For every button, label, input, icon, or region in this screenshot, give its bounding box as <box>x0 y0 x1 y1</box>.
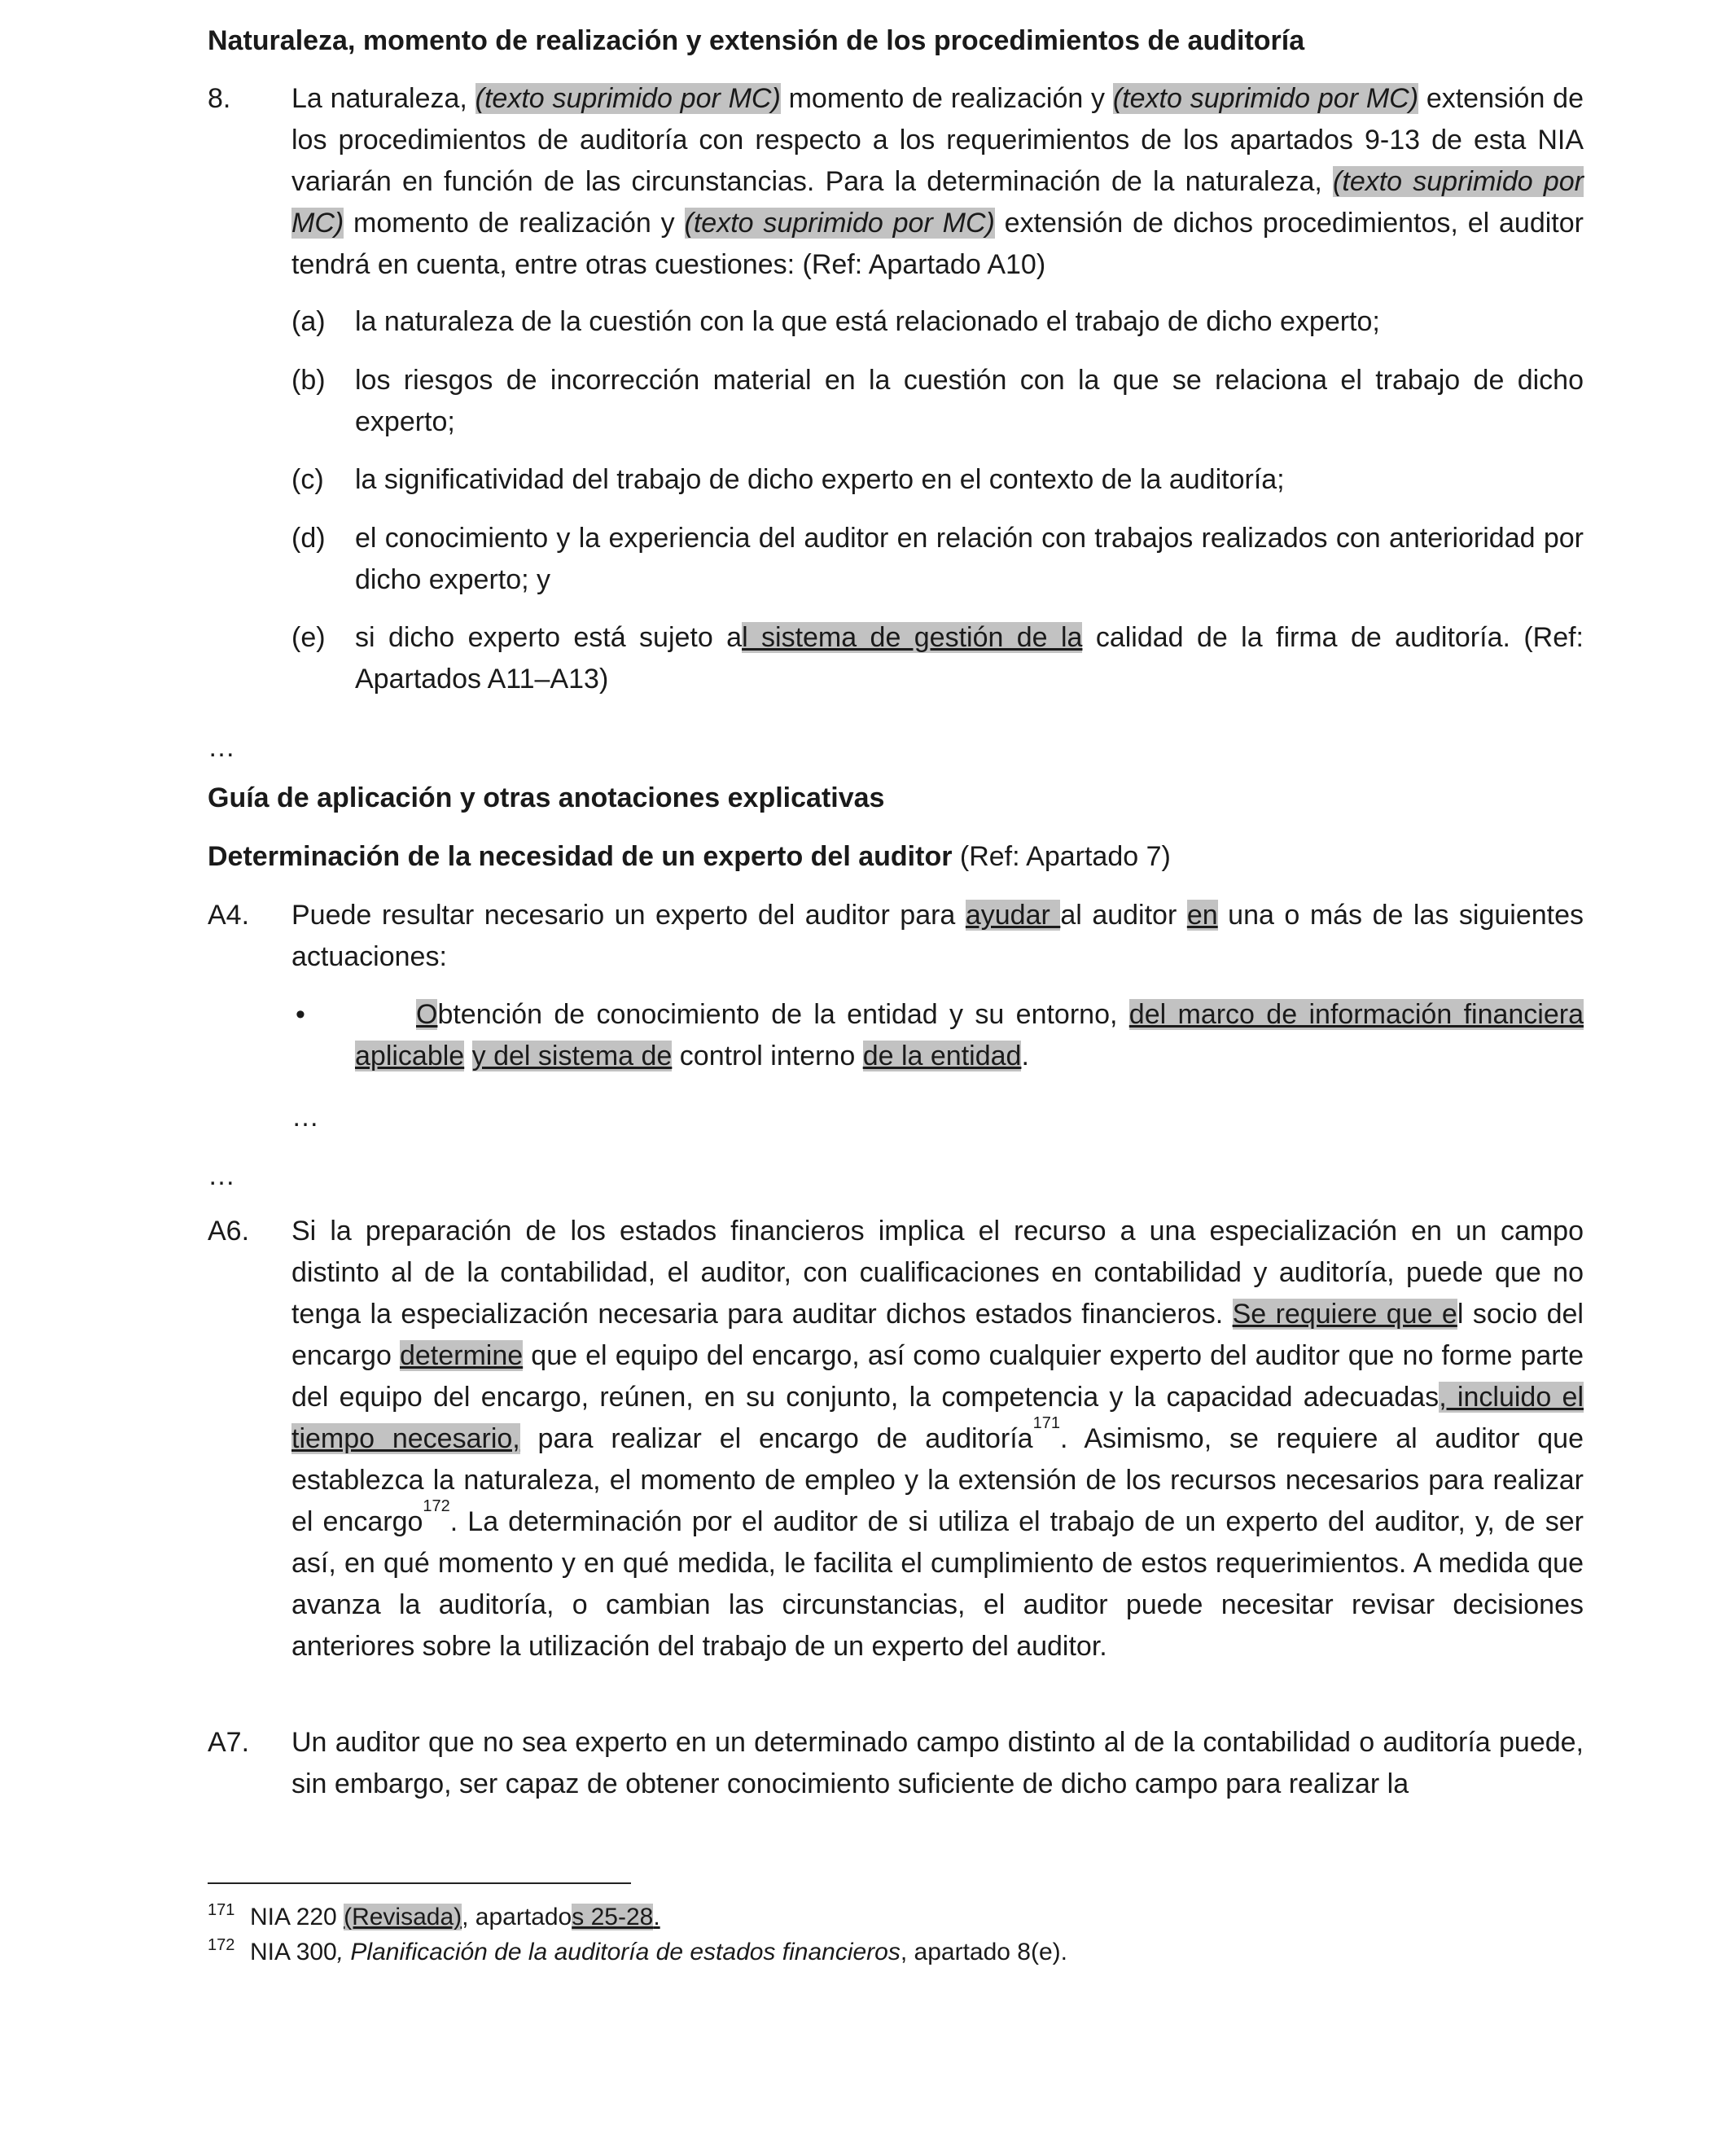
revision-mark: O <box>416 999 438 1030</box>
revision-mark: y del sistema de <box>471 1041 673 1071</box>
revision-mark: determine <box>399 1340 524 1371</box>
paragraph-number: A4. <box>208 900 250 931</box>
revision-mark: , incluido el tiempo necesario, <box>291 1382 1584 1454</box>
suppressed-text-mark: (texto suprimido por MC) <box>1112 83 1419 114</box>
revision-mark: del marco de información financiera aplicable <box>355 999 1584 1071</box>
paragraph-a4: A4. Puede resultar necesario un experto del auditor para ayudar al auditor en una o más de las siguientes actuaciones: <box>208 895 1584 978</box>
paragraph-body: La naturaleza, (texto suprimido por MC) momento de realización y (texto suprimido por MC) extensión de los procedimientos de auditoría con respecto a los requerimientos de los apartados 9-13 de esta NIA variarán en función de las circunstancias. Para la determinación de la naturaleza, (texto suprimido por MC) momento de realización y (texto suprimido por MC) extensión de dichos procedimientos, el auditor tendrá en cuenta, entre otras cuestiones: (Ref: Apartado A10) <box>291 83 1584 280</box>
revision-mark: l sistema de gestión de la <box>742 622 1083 653</box>
bullet-icon: • <box>296 999 305 1030</box>
subsection-heading: Determinación de la necesidad de un experto del auditor (Ref: Apartado 7) <box>208 841 1171 872</box>
suppressed-text-mark: (texto suprimido por MC) <box>684 208 995 239</box>
ellipsis: … <box>208 1160 235 1191</box>
section-heading: Naturaleza, momento de realización y extensión de los procedimientos de auditoría <box>208 25 1305 56</box>
paragraph-a6: A6. Si la preparación de los estados financieros implica el recurso a una especialización en un campo distinto al de la contabilidad, el auditor, con cualificaciones en contabilidad y auditoría, puede que no tenga la especialización necesaria para auditar dichos estados financieros. Se requiere que el socio del encargo determine que el equipo del encargo, así como cualquier experto del auditor que no forme parte del equipo del encargo, reúnen, en su conjunto, la competencia y la capacidad adecuadas, incluido el tiempo necesario, para realizar el encargo de auditoría$^{171}$. Asimismo, se requiere al auditor que establezca la naturaleza, el momento de empleo y la extensión de los recursos necesarios para realizar el encargo$^{172}$. La determinación por el auditor de si utiliza el trabajo de un experto del auditor, y, de ser así, en qué momento y en qué medida, le facilita el cumplimiento de estos requerimientos. A medida que avanza la auditoría, o cambian las circunstancias, el auditor puede necesitar revisar decisiones anteriores sobre la utilización del trabajo de un experto del auditor. <box>208 1211 1584 1667</box>
suppressed-text-mark: (texto suprimido por MC) <box>475 83 781 114</box>
bullet-item: • Obtención de conocimiento de la entidad y su entorno, del marco de información financiera aplicable y del sistema de control interno de la entidad. <box>291 994 1584 1077</box>
paragraph-number: A7. <box>208 1727 250 1758</box>
paragraph-number: A6. <box>208 1216 250 1247</box>
footnote-divider <box>208 1882 631 1884</box>
revision-mark: ayudar <box>965 900 1061 931</box>
revision-mark: Se requiere que e <box>1232 1299 1457 1330</box>
paragraph-8 <box>208 78 1584 286</box>
revision-mark: (Revisada) <box>344 1904 462 1930</box>
paragraph-number: 8. <box>208 83 231 114</box>
footnote-ref[interactable]: 172 <box>423 1497 450 1515</box>
list-item-b: (b) los riesgos de incorrección material en la cuestión con la que se relaciona el trabajo de dicho experto; <box>291 365 1584 437</box>
revision-mark: s 25-28 <box>572 1904 654 1930</box>
revision-mark: de la entidad <box>862 1041 1022 1071</box>
list-item-d: (d) el conocimiento y la experiencia del auditor en relación con trabajos realizados con anterioridad por dicho experto; y <box>291 523 1584 595</box>
ellipsis: … <box>208 732 235 763</box>
ellipsis: … <box>291 1102 319 1133</box>
section-heading: Guía de aplicación y otras anotaciones explicativas <box>208 782 885 813</box>
footnote-172: 172 NIA 300, Planificación de la auditoría de estados financieros, apartado 8(e). <box>208 1936 1067 1965</box>
list-item-c: (c) la significatividad del trabajo de dicho experto en el contexto de la auditoría; <box>291 464 1285 495</box>
list-item-a: (a) la naturaleza de la cuestión con la que está relacionado el trabajo de dicho experto; <box>291 306 1380 337</box>
footnote-171: 171 NIA 220 (Revisada), apartados 25-28. <box>208 1901 660 1930</box>
paragraph-a7: A7. Un auditor que no sea experto en un determinado campo distinto al de la contabilidad o auditoría puede, sin embargo, ser capaz de obtener conocimiento suficiente de dicho campo para realizar la <box>208 1722 1584 1805</box>
list-item-e: (e) si dicho experto está sujeto al sistema de gestión de la calidad de la firma de auditoría. (Ref: Apartados A11–A13) <box>291 622 1584 695</box>
footnote-ref[interactable]: 171 <box>1032 1414 1060 1432</box>
revision-mark: en <box>1186 900 1218 931</box>
suppressed-text-mark: (texto suprimido por MC) <box>291 166 1584 239</box>
